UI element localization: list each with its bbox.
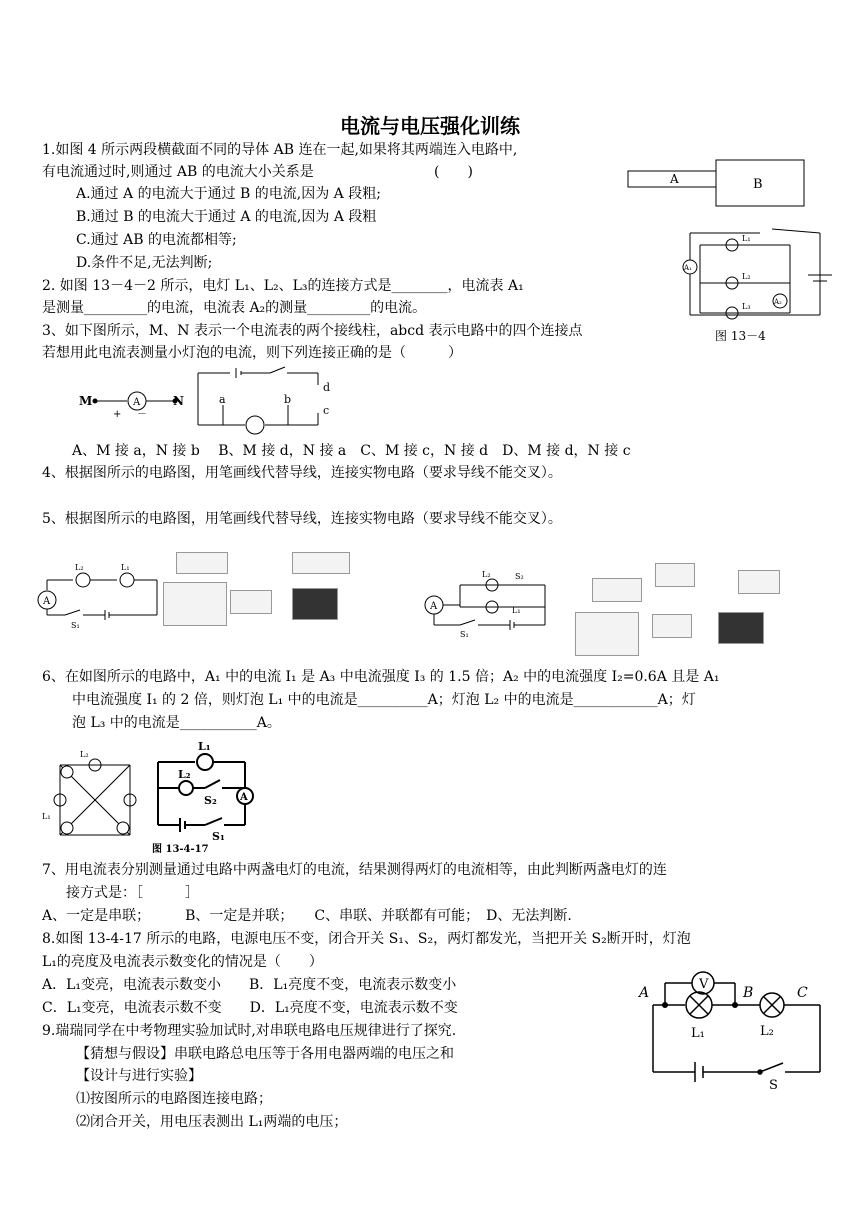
positive-terminal: + [113, 409, 122, 420]
q9-line2: 【猜想与假设】串联电路总电压等于各用电器两端的电压之和 [76, 1046, 454, 1062]
fig2-caption: 图 13－4 [715, 329, 766, 343]
fig5a-s1: S₁ [71, 621, 80, 630]
q8-options-cd: C．L₁变亮，电流表示数不变 D．L₁亮度不变，电流表示数不变 [42, 1000, 458, 1016]
fig2-a1-label: A₁ [684, 264, 692, 272]
fig5b-s2: S₂ [515, 572, 524, 581]
switch-s-label: S [769, 1078, 778, 1093]
fig6b-l1: L₁ [198, 740, 211, 753]
lamp-l1-photo-b [738, 570, 780, 594]
fig6b-l2: L₂ [178, 768, 191, 781]
fig5a-ammeter: A [43, 596, 51, 607]
q1-option-b: B.通过 B 的电流大于通过 A 的电流,因为 A 段粗 [76, 209, 377, 225]
fig5b-l1: L₁ [512, 606, 521, 615]
q7-line2: 接方式是：［ ］ [66, 885, 199, 901]
q1-line2: 有电流通过时,则通过 AB 的电流大小关系是 [42, 164, 314, 180]
q8-line2: L₁的亮度及电流表示数变化的情况是（ ） [42, 954, 323, 970]
lamp-l1-label-q9: L₁ [691, 1026, 705, 1041]
q3-options: A、M 接 a，N 接 b B、M 接 d，N 接 a C、M 接 c，N 接 d D、M 接 d，N 接 c [72, 443, 631, 459]
q6-line3: 泡 L₃ 中的电流是___________A。 [72, 715, 281, 731]
fig-13-4-17 [150, 740, 260, 855]
fig5a-l1: L₁ [121, 563, 130, 572]
ammeter-photo [163, 582, 227, 626]
switch-photo [230, 590, 272, 614]
lamp-l1-photo [292, 552, 350, 574]
q9-line1: 9.瑞瑞同学在中考物理实验加试时,对串联电路电压规律进行了探究. [42, 1023, 457, 1039]
lamp-l2-photo [176, 552, 228, 574]
conductor-ab-figure [625, 158, 810, 213]
point-a-label: a [219, 393, 226, 406]
bridge-circuit-figure [40, 745, 150, 855]
fig6b-s2: S₂ [204, 794, 217, 807]
lamp-l2-label-q9: L₂ [760, 1024, 774, 1039]
point-a-label-q9: A [639, 985, 650, 1001]
fig6a-l2: L₂ [80, 750, 89, 759]
q1-answer-paren: ( ) [434, 164, 473, 180]
q5-text: 5、根据图所示的电路图，用笔画线代替导线，连接实物电路（要求导线不能交叉）。 [42, 511, 562, 527]
conductor-b-label: B [753, 177, 763, 192]
q9-line5: ⑵闭合开关，用电压表测出 L₁两端的电压； [76, 1114, 348, 1130]
fig6b-caption: 图 13-4-17 [152, 844, 209, 855]
page-title: 电流与电压强化训练 [340, 114, 520, 138]
terminal-n-label: N [173, 394, 184, 408]
fig5b-s1: S₁ [460, 630, 469, 639]
ammeter-symbol: A [133, 397, 141, 408]
parallel-lamps-figure [680, 225, 830, 345]
point-b-label-q9: B [743, 985, 754, 1001]
q6-line1: 6、在如图所示的电路中，A₁ 中的电流 I₁ 是 A₃ 中电流强度 I₃ 的 1.5 倍；A₂ 中的电流强度 I₂=0.6A 且是 A₁ [42, 669, 720, 685]
parallel-circuit-figure [420, 565, 555, 640]
q2-line1: 2. 如图 13－4－2 所示，电灯 L₁、L₂、L₃的连接方式是________，电流表 A₁ [42, 278, 524, 294]
q9-line4: ⑴按图所示的电路图连接电路； [76, 1091, 272, 1107]
terminal-m-label: M [79, 394, 93, 408]
q3-line2: 若想用此电流表测量小灯泡的电流，则下列连接正确的是（ ） [42, 345, 462, 361]
fig2-l2-label: L₂ [742, 272, 751, 281]
fig5b-l2: L₂ [482, 570, 491, 579]
fig2-a2-label: A₂ [774, 298, 782, 306]
q8-options-ab: A．L₁变亮，电流表示数变小 B．L₁亮度不变，电流表示数变小 [42, 977, 457, 993]
lamp-l2-photo-b [592, 578, 642, 602]
q8-line1: 8.如图 13-4-17 所示的电路，电源电压不变，闭合开关 S₁、S₂，两灯都发光，当把开关 S₂断开时，灯泡 [42, 931, 691, 947]
voltmeter-symbol: V [699, 977, 709, 992]
q7-options: A、一定是串联； B、一定是并联； C、串联、并联都有可能； D、无法判断. [42, 908, 572, 924]
q9-line3: 【设计与进行实验】 [76, 1068, 202, 1084]
switch-s1-photo [652, 614, 692, 638]
ammeter-connection-figure [75, 365, 345, 440]
fig6b-s1: S₁ [212, 830, 225, 843]
fig5b-ammeter: A [430, 601, 438, 612]
negative-terminal: － [137, 409, 147, 420]
q7-line1: 7、用电流表分别测量通过电路中两盏电灯的电流，结果测得两灯的电流相等，由此判断两盏电灯的连 [42, 862, 667, 878]
fig2-l3-label: L₃ [742, 302, 751, 311]
ammeter-photo-b [575, 612, 639, 656]
fig2-l1-label: L₁ [742, 234, 751, 243]
point-b-label: b [284, 393, 292, 406]
series-voltage-figure [635, 955, 835, 1093]
q2-line2: 是测量_________的电流，电流表 A₂的测量_________的电流。 [42, 300, 427, 316]
q1-line1: 1.如图 4 所示两段横截面不同的导体 AB 连在一起,如果将其两端连入电路中, [42, 142, 518, 158]
fig5a-l2: L₂ [75, 563, 84, 572]
q3-line1: 3、如下图所示，M、N 表示一个电流表的两个接线柱，abcd 表示电路中的四个连接点 [42, 323, 583, 339]
point-c-label: c [323, 404, 330, 417]
fig6a-l1: L₁ [42, 812, 51, 821]
fig6b-ammeter: A [240, 792, 248, 803]
q4-text: 4、根据图所示的电路图，用笔画线代替导线，连接实物电路（要求导线不能交叉）。 [42, 465, 562, 481]
point-c-label-q9: C [797, 985, 808, 1001]
q6-line2: 中电流强度 I₁ 的 2 倍，则灯泡 L₁ 中的电流是__________A；灯泡 L₂ 中的电流是____________A；灯 [72, 692, 696, 708]
series-circuit-figure [35, 560, 165, 630]
q1-option-a: A.通过 A 的电流大于通过 B 的电流,因为 A 段粗; [76, 186, 381, 202]
conductor-a-label: A [670, 172, 679, 186]
switch-s2-photo [655, 563, 695, 587]
battery-photo-b [718, 612, 764, 644]
q1-option-d: D.条件不足,无法判断; [76, 255, 213, 271]
battery-photo [292, 588, 338, 620]
q1-option-c: C.通过 AB 的电流都相等; [76, 232, 237, 248]
point-d-label: d [323, 381, 331, 394]
